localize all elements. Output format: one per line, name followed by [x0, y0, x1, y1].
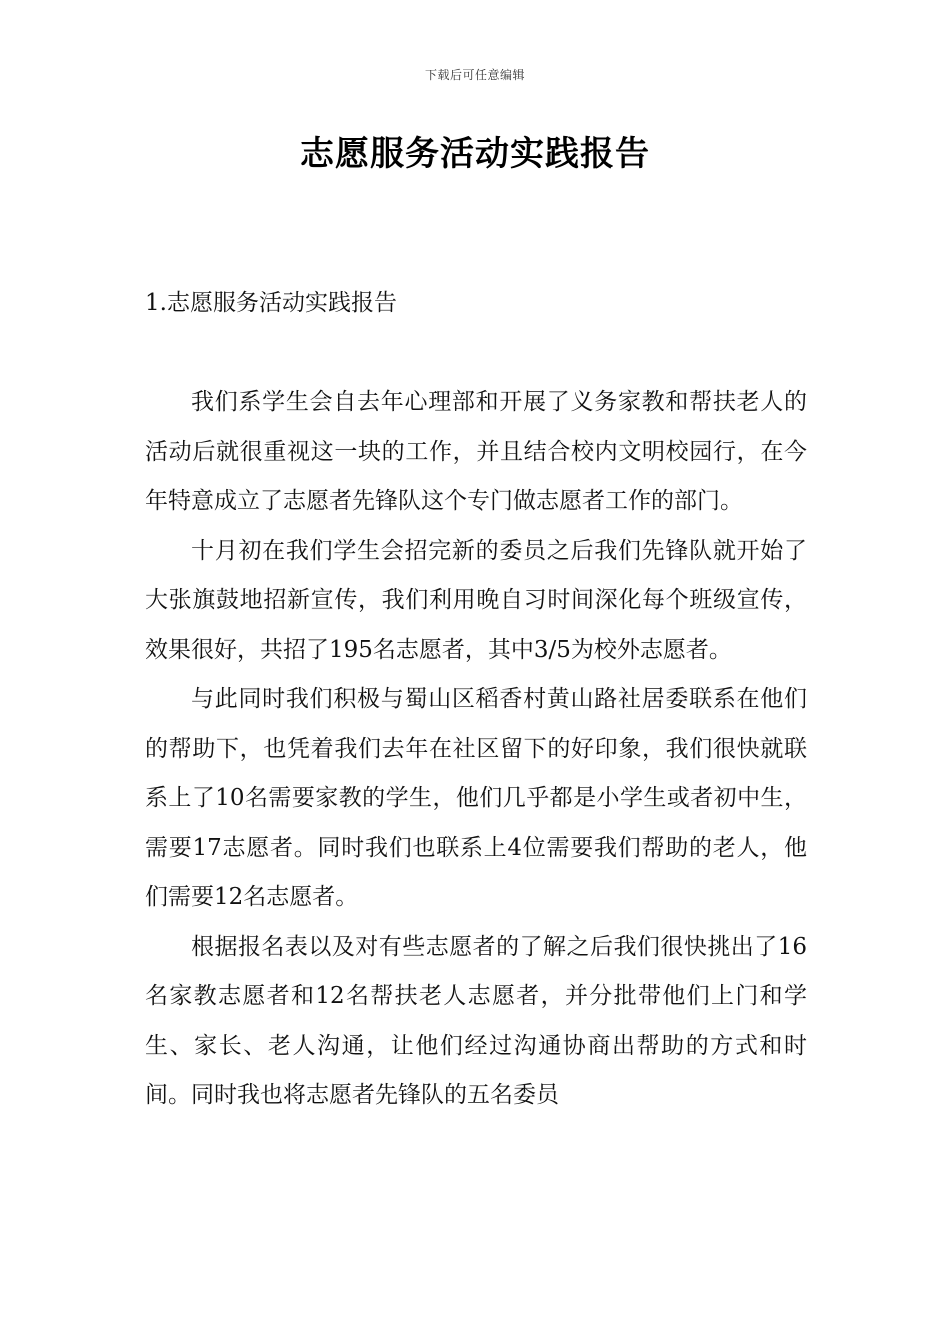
paragraph: 我们系学生会自去年心理部和开展了义务家教和帮扶老人的活动后就很重视这一块的工作，并且结合校内文明校园行，在今年特意成立了志愿者先锋队这个专门做志愿者工作的部门。: [145, 389, 807, 514]
paragraph: 根据报名表以及对有些志愿者的了解之后我们很快挑出了16名家教志愿者和12名帮扶老人志愿者，并分批带他们上门和学生、家长、老人沟通，让他们经过沟通协商出帮助的方式和时间。同时我也将志愿者先锋队的五名委员: [145, 933, 807, 1108]
section-heading: 1.志愿服务活动实践报告: [145, 290, 397, 316]
paragraph: 十月初在我们学生会招完新的委员之后我们先锋队就开始了大张旗鼓地招新宣传，我们利用晚自习时间深化每个班级宣传，效果很好，共招了195名志愿者，其中3/5为校外志愿者。: [145, 537, 807, 663]
document-title: 志愿服务活动实践报告: [300, 134, 650, 174]
header-note: 下载后可任意编辑: [424, 68, 525, 82]
body-text: [145, 378, 807, 1121]
paragraph: 与此同时我们积极与蜀山区稻香村黄山路社居委联系在他们的帮助下，也凭着我们去年在社区留下的好印象，我们很快就联系上了10名需要家教的学生，他们几乎都是小学生或者初中生，需要17志愿者。同时我们也联系上4位需要我们帮助的老人，他们需要12名志愿者。: [145, 686, 807, 910]
